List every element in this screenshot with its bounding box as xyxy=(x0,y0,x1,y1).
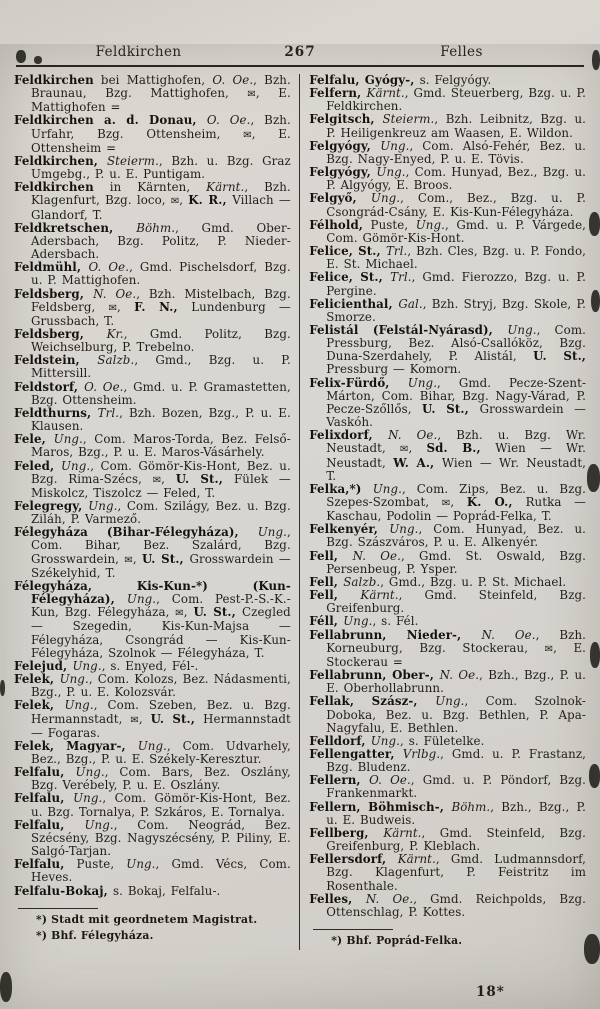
entry-text: , Gmd. Steinfeld, Bzg. Greifenburg, P. Kleblach. xyxy=(326,825,586,854)
province-abbr-label: Kärnt. xyxy=(366,86,405,101)
entry-text: Czegled — Szegedin, Kis-Kun-Majsa — Félegyháza, Csongrád — Kis-Kun-Félegyháza, Szolnok — Félegyháza, T. xyxy=(31,605,291,660)
posthorn-icon: ✉ xyxy=(152,474,162,486)
entry-headword: U. St., xyxy=(193,605,243,620)
entry-headword: U. St., xyxy=(141,551,190,566)
entry-headword: Fell, xyxy=(309,588,361,603)
province-abbr-label: Ung. xyxy=(376,165,406,180)
column-divider-rule xyxy=(299,74,300,950)
entry-text: Grosswardein — Vaskóh. xyxy=(326,401,587,430)
entry-text: , Gmd. Reichpolds, Bzg. Ottenschlag, P. Kottes. xyxy=(326,891,587,919)
entry-headword: Félhold, xyxy=(309,217,364,232)
entry-text: Rutka — Kaschau, Podolin — Poprád-Felka, T. xyxy=(326,495,587,524)
entry-text: , Com. Pressburg, Bez. Alsó-Csallóköz, Bzg. Duna-Szerdahely, P. Alistál, xyxy=(326,322,587,364)
province-abbr-label: Ung. xyxy=(126,857,156,872)
entry-text: , Bzh. Bozen, Bzg., P. u. E. Klausen. xyxy=(31,405,291,434)
entry-text: Hermannstadt — Fogaras. xyxy=(31,711,291,740)
province-abbr-label: Vrlbg. xyxy=(402,746,441,761)
entry-headword: Felixdorf, xyxy=(309,428,389,443)
province-abbr-label: N. Oe. xyxy=(352,548,401,563)
gazetteer-entry xyxy=(309,166,586,192)
entry-headword: Felicienthal, xyxy=(309,296,399,311)
gazetteer-entry xyxy=(14,885,291,898)
province-abbr-label: Trl. xyxy=(390,270,412,285)
entry-text: , E. Ottensheim = xyxy=(31,126,291,155)
footnote: *) Bhf. Félegyháza. xyxy=(36,928,154,942)
entry-text: , Gmd. u. P. Várgede, Com. Gömör-Kis-Hont. xyxy=(326,217,587,245)
posthorn-icon: ✉ xyxy=(544,643,554,655)
entry-headword: Felejud, xyxy=(14,658,73,673)
entry-headword: Fellak, Szász-, xyxy=(309,694,436,709)
gazetteer-entry xyxy=(14,766,291,792)
column-right xyxy=(301,74,588,950)
entry-headword: Fele, xyxy=(14,432,54,447)
province-abbr-label: O. Oe. xyxy=(369,773,411,788)
province-abbr-label: Kärnt. xyxy=(360,588,399,603)
posthorn-icon: ✉ xyxy=(175,608,184,620)
posthorn-icon: ✉ xyxy=(108,302,118,314)
gazetteer-entry xyxy=(309,589,586,615)
entry-text: Grosswardein — Székelyhid, T. xyxy=(31,551,291,580)
entry-text: , Com., Bez., Bzg. u. P. Csongrád-Csány, E. Kis-Kun-Félegyháza. xyxy=(326,191,587,219)
entry-text: , s. Fületelke. xyxy=(400,733,485,748)
province-abbr-label: N. Oe. xyxy=(365,891,414,906)
entry-headword: Feldstein, xyxy=(14,353,98,368)
entry-headword: Felistál (Felstál-Nyárasd), xyxy=(309,322,508,337)
gazetteer-entry xyxy=(309,219,586,245)
entry-headword: K. O., xyxy=(466,495,526,509)
entry-headword: Feldkirchen, xyxy=(14,153,107,168)
gazetteer-entry xyxy=(14,328,291,354)
gazetteer-entry xyxy=(309,853,586,892)
gazetteer-entry xyxy=(14,74,291,114)
entry-text: , xyxy=(450,495,467,509)
entry-text: , Com. Szolnok-Doboka, Bez. u. Bzg. Bethlen, P. Apa-Nagyfalu, E. Bethlen. xyxy=(326,694,587,735)
province-abbr-label: N. Oe. xyxy=(93,286,137,301)
gazetteer-entry xyxy=(309,271,586,297)
gazetteer-entry xyxy=(309,483,586,523)
gazetteer-entry xyxy=(309,245,586,271)
footnote-separator-rule xyxy=(313,929,393,930)
entry-text: , E. Stockerau = xyxy=(326,640,587,669)
column-left xyxy=(12,74,298,950)
entry-text: , Gmd. Ober-Adersbach, Bzg. Politz, P. Nieder-Adersbach. xyxy=(31,220,291,262)
entry-text: Puste, xyxy=(363,217,416,232)
entry-text: , Bzh., Bzg., P. u. E. Budweis. xyxy=(326,799,587,827)
entry-text: , E. Mattighofen = xyxy=(31,86,291,115)
gazetteer-entry xyxy=(309,801,586,827)
entry-headword: Feldkirchen xyxy=(14,73,94,87)
entry-text: , Bzh. Klagenfurt, Bzg. loco, xyxy=(31,180,291,208)
entry-headword: Felfalu, xyxy=(14,765,76,780)
gazetteer-entry xyxy=(14,792,291,818)
entry-headword: Feldkretschen, xyxy=(14,220,137,235)
text-columns xyxy=(12,74,588,950)
province-abbr-label: Kärnt. xyxy=(397,852,436,867)
entry-headword: Sd. B., xyxy=(426,441,496,456)
entry-headword: Feldthurns, xyxy=(14,405,98,420)
entry-headword: Felkenyér, xyxy=(309,522,390,537)
gazetteer-entry xyxy=(309,827,586,853)
gazetteer-entry xyxy=(14,460,291,500)
entry-text: , Gmd., Bzg. u. P. St. Michael. xyxy=(380,574,567,589)
gazetteer-entry xyxy=(309,629,586,669)
gazetteer-entry xyxy=(309,523,586,549)
scan-artifact xyxy=(0,972,12,1002)
running-header xyxy=(12,44,588,60)
entry-headword: Feled, xyxy=(14,458,61,473)
gazetteer-entry xyxy=(309,140,586,166)
entry-headword: Felfalu, Gyógy-, xyxy=(309,73,420,87)
gazetteer-entry xyxy=(14,433,291,459)
entry-headword: Felice, St., xyxy=(309,244,386,259)
entry-text: s. Bokaj, Felfalu-. xyxy=(113,883,221,898)
gazetteer-entry xyxy=(14,407,291,433)
entry-headword: F. N., xyxy=(134,299,192,314)
entry-text: , Com. Bihar, Bez. Szalárd, Bzg. Grosswardein, xyxy=(31,525,291,566)
gazetteer-entry xyxy=(14,819,291,858)
province-abbr-label: O. Oe. xyxy=(206,113,251,128)
province-abbr-label: Böhm. xyxy=(136,220,176,235)
entry-text: , Gmd. Fierozzo, Bzg. u. P. Pergine. xyxy=(326,270,587,298)
entry-text: , Com. Alsó-Fehér, Bez. u. Bzg. Nagy-Enyed, P. u. E. Tövis. xyxy=(326,138,586,166)
gazetteer-entry xyxy=(14,699,291,739)
entry-headword: Felles, xyxy=(309,891,366,906)
gazetteer-entry xyxy=(309,87,586,113)
entry-headword: Fellern, xyxy=(309,773,370,788)
gazetteer-entry xyxy=(14,500,291,526)
entry-headword: Fellersdorf, xyxy=(309,852,398,867)
entry-text: , Com. Zips, Bez. u. Bzg. Szepes-Szombat, xyxy=(326,481,587,509)
gazetteer-entry xyxy=(14,222,291,261)
entry-text: Wien — Wr. Neustadt, T. xyxy=(326,455,587,483)
entry-text: , xyxy=(408,441,427,456)
entry-text: , Com. Bars, Bez. Oszlány, Bzg. Verébely, P. u. E. Oszlány. xyxy=(31,765,291,793)
entry-headword: Fellengatter, xyxy=(309,746,403,761)
gazetteer-entry xyxy=(14,673,291,699)
gazetteer-entry xyxy=(14,580,291,660)
province-abbr-label: Gal. xyxy=(398,296,423,311)
entry-headword: Felfalu, xyxy=(14,817,85,832)
entry-text: , Gmd. St. Oswald, Bzg. Persenbeug, P. Ysper. xyxy=(326,548,587,576)
province-abbr-label: Ung. xyxy=(59,672,89,687)
gazetteer-entry xyxy=(14,181,291,221)
entry-headword: Felek, xyxy=(14,672,60,687)
province-abbr-label: Ung. xyxy=(257,525,287,540)
entry-text: , Gmd. Vécs, Com. Heves. xyxy=(31,857,291,885)
entry-headword: Felegregy, xyxy=(14,499,89,513)
entry-text: Fülek — Miskolcz, Tiszolcz — Feled, T. xyxy=(31,471,291,500)
entry-text: s. Felgyógy. xyxy=(419,73,492,87)
posthorn-icon: ✉ xyxy=(243,129,252,141)
gazetteer-entry xyxy=(14,155,291,181)
entry-headword: Fellberg, xyxy=(309,825,384,840)
entry-text: , Com. Kolozs, Bez. Nádasmenti, Bzg., P. u. E. Kolozsvár. xyxy=(31,672,291,700)
gazetteer-entry xyxy=(309,113,586,139)
province-abbr-label: N. Oe. xyxy=(388,428,438,443)
entry-text: , Gmd. Ludmannsdorf, Bzg. Klagenfurt, P. Feistritz im Rosenthale. xyxy=(326,852,587,893)
entry-headword: U. St., xyxy=(175,471,235,486)
entry-text: , Com. Pest-P.-S.-K.-Kun, Bzg. Félegyháza, xyxy=(31,592,291,620)
entry-text: , Gmd. Pischelsdorf, Bzg. u. P. Mattighofen. xyxy=(31,260,291,288)
posthorn-icon: ✉ xyxy=(400,444,409,456)
entry-text: , Com. Neográd, Bez. Szécsény, Bzg. Nagyszécsény, P. Piliny, E. Salgó-Tarjan. xyxy=(31,817,291,859)
province-abbr-label: Ung. xyxy=(389,522,419,537)
entry-text: , Gmd. u. P. Frastanz, Bzg. Bludenz. xyxy=(326,746,586,775)
entry-headword: Felfern, xyxy=(309,86,367,101)
entry-text: , Bzh. Korneuburg, Bzg. Stockerau, xyxy=(326,627,587,655)
province-abbr-label: Salzb. xyxy=(343,574,381,589)
gazetteer-entry xyxy=(309,192,586,218)
entry-headword: Felgyógy, xyxy=(309,165,377,180)
entry-text: , xyxy=(179,193,189,208)
entry-text: Lundenburg — Grussbach, T. xyxy=(31,299,291,328)
header-rule xyxy=(16,65,584,67)
province-abbr-label: Kr. xyxy=(106,326,124,341)
header-page-number: 267 xyxy=(284,44,316,60)
entry-headword: Félegyháza (Bihar-Félegyháza), xyxy=(14,525,258,540)
entry-headword: Felfalu, xyxy=(14,791,74,806)
entry-text: , Gmd. Politz, Bzg. Weichselburg, P. Trebelno. xyxy=(31,326,291,355)
entry-text: , Com. Gömör-Kis-Hont, Bez. u. Bzg. Tornalya, P. Szkáros, E. Tornalya. xyxy=(31,791,291,819)
entry-headword: K. R., xyxy=(188,193,233,208)
entry-text: Wien — Wr. Neustadt, xyxy=(326,441,587,470)
province-abbr-label: Salzb. xyxy=(97,353,135,368)
province-abbr-label: O. Oe. xyxy=(88,260,130,275)
province-abbr-label: Ung. xyxy=(370,191,401,206)
gazetteer-entry xyxy=(309,774,586,800)
gazetteer-entry xyxy=(14,288,291,328)
entry-headword: U. St., xyxy=(533,349,587,364)
entry-headword: Feldsberg, xyxy=(14,286,94,301)
entry-headword: Feldkirchen xyxy=(14,180,94,195)
entry-text: , Com. Hunyad, Bez., Bzg. u. P. Algyógy, E. Broos. xyxy=(326,165,587,193)
gazetteer-entry xyxy=(14,740,291,766)
entry-headword: Felek, xyxy=(14,698,65,713)
entry-headword: Felfalu-Bokaj, xyxy=(14,883,114,898)
entry-text: , Bzh. u. Bzg. Graz Umgebg., P. u. E. Puntigam. xyxy=(31,153,291,182)
posthorn-icon: ✉ xyxy=(247,89,256,101)
entry-text: , Gmd. Steinfeld, Bzg. Greifenburg. xyxy=(326,588,587,616)
entry-headword: Felgyő, xyxy=(309,191,371,206)
province-abbr-label: Ung. xyxy=(73,791,103,806)
entry-text: , xyxy=(161,471,176,486)
entry-text: , Com. Szilágy, Bez. u. Bzg. Ziláh, P. Varmező. xyxy=(31,499,291,527)
entry-text: , Com. Gömör-Kis-Hont, Bez. u. Bzg. Rima-Szécs, xyxy=(31,458,291,486)
entry-text: bei Mattighofen, xyxy=(93,73,213,87)
entry-text: , Bzh. Urfahr, Bzg. Ottensheim, xyxy=(31,113,291,141)
entry-text: Pressburg — Komorn. xyxy=(326,362,462,377)
province-abbr-label: Ung. xyxy=(126,592,157,607)
entry-text: , Bzh. Braunau, Bzg. Mattighofen, xyxy=(31,73,291,101)
entry-headword: U. St., xyxy=(422,401,480,416)
entry-text: , Gmd. Steuerberg, Bzg. u. P. Feldkirchen. xyxy=(326,86,587,114)
entry-text: , Bzh. u. Bzg. Wr. Neustadt, xyxy=(326,428,587,456)
entry-headword: Felix-Fürdő, xyxy=(309,375,408,390)
province-abbr-label: Ung. xyxy=(415,217,445,232)
gazetteer-entry xyxy=(14,354,291,380)
entry-text: Puste, xyxy=(64,857,127,872)
entry-text: , Gmd. u. P. Gramastetten, Bzg. Ottensheim. xyxy=(31,379,291,407)
province-abbr-label: Ung. xyxy=(75,765,105,780)
entry-headword: Fell, xyxy=(309,574,344,589)
gazetteer-entry xyxy=(309,669,586,695)
province-abbr-label: Trl. xyxy=(385,244,408,259)
province-abbr-label: Kärnt. xyxy=(206,180,245,195)
gazetteer-entry xyxy=(309,298,586,324)
entry-text: , Com. Hunyad, Bez. u. Bzg. Szászváros, P. u. E. Alkenyér. xyxy=(326,522,587,550)
entry-headword: Felice, St., xyxy=(309,270,391,285)
header-keyword-right: Felles xyxy=(440,44,483,60)
province-abbr-label: Böhm. xyxy=(451,799,491,814)
entry-text: , Bzh., Bzg., P. u. E. Oberhollabrunn. xyxy=(326,668,587,696)
gazetteer-entry xyxy=(14,858,291,884)
page-body xyxy=(0,44,600,950)
province-abbr-label: Ung. xyxy=(88,499,118,513)
entry-text: , Gmd., Bzg. u. P. Mittersill. xyxy=(31,353,291,381)
entry-headword: Felek, Magyar-, xyxy=(14,738,138,753)
posthorn-icon: ✉ xyxy=(130,714,139,726)
entry-text: , s. Fél. xyxy=(372,614,419,629)
province-abbr-label: N. Oe. xyxy=(481,627,536,642)
gazetteer-entry xyxy=(309,550,586,576)
footnote-separator-rule xyxy=(18,908,98,909)
province-abbr-label: Steierm. xyxy=(106,153,159,168)
gazetteer-entry xyxy=(14,114,291,154)
gazetteer-entry xyxy=(309,748,586,774)
entry-text: , Com. Szeben, Bez. u. Bzg. Hermannstadt, xyxy=(31,698,291,726)
posthorn-icon: ✉ xyxy=(124,554,133,566)
province-abbr-label: Ung. xyxy=(343,614,373,629)
province-abbr-label: Ung. xyxy=(84,817,114,832)
province-abbr-label: Ung. xyxy=(60,458,91,473)
entry-headword: Felldorf, xyxy=(309,733,371,748)
province-abbr-label: Ung. xyxy=(507,322,537,337)
entry-text: Villach — Glandorf, T. xyxy=(31,193,291,222)
province-abbr-label: N. Oe. xyxy=(439,668,480,683)
entry-text: , Gmd. u. P. Pöndorf, Bzg. Frankenmarkt. xyxy=(326,773,587,801)
entry-text: , Com. Udvarhely, Bez., Bzg., P. u. E. Székely-Keresztur. xyxy=(31,738,291,766)
entry-text: in Kärnten, xyxy=(93,180,207,195)
entry-text: , s. Enyed, Fél-. xyxy=(101,658,199,673)
footnote: *) Stadt mit geordnetem Magistrat. xyxy=(36,912,258,926)
entry-text: , Bzh. Leibnitz, Bzg. u. P. Heiligenkreuz am Waasen, E. Wildon. xyxy=(326,112,586,140)
entry-headword: Felka,*) xyxy=(309,481,373,496)
entry-headword: Féll, xyxy=(309,614,344,629)
province-abbr-label: Ung. xyxy=(380,138,410,153)
entry-text: , Com. Maros-Torda, Bez. Felső-Maros, Bzg., P. u. E. Maros-Vásárhely. xyxy=(31,432,291,460)
scanned-gazetteer-page xyxy=(0,44,600,1009)
province-abbr-label: Ung. xyxy=(435,694,465,709)
posthorn-icon: ✉ xyxy=(170,196,180,208)
header-keyword-left: Feldkirchen xyxy=(95,44,182,60)
entry-text: , xyxy=(183,605,194,620)
province-abbr-label: Kärnt. xyxy=(383,825,422,840)
province-abbr-label: Ung. xyxy=(53,432,83,447)
province-abbr-label: Ung. xyxy=(370,733,401,748)
province-abbr-label: O. Oe. xyxy=(84,379,124,394)
entry-headword: Feldkirchen a. d. Donau, xyxy=(14,113,207,128)
gazetteer-entry xyxy=(309,695,586,734)
entry-headword: Fellern, Böhmisch-, xyxy=(309,799,452,814)
posthorn-icon: ✉ xyxy=(441,498,451,509)
province-abbr-label: Trl. xyxy=(97,405,120,420)
gazetteer-entry xyxy=(309,377,586,430)
entry-text: , xyxy=(117,299,135,314)
gazetteer-entry xyxy=(309,893,586,919)
entry-text: , Bzh. Cles, Bzg. u. P. Fondo, E. St. Michael. xyxy=(326,244,587,272)
entry-text: , xyxy=(138,711,151,726)
entry-headword: Félegyháza, Kis-Kun-*) (Kun-Félegyháza), xyxy=(14,578,291,607)
province-abbr-label: Ung. xyxy=(64,698,94,713)
entry-headword: Fell, xyxy=(309,548,353,563)
province-abbr-label: Ung. xyxy=(137,738,167,753)
gazetteer-entry xyxy=(309,429,586,483)
entry-headword: Felgitsch, xyxy=(309,112,383,127)
gazetteer-entry xyxy=(14,381,291,407)
entry-headword: U. St., xyxy=(150,711,204,726)
entry-headword: Feldsberg, xyxy=(14,326,107,341)
province-abbr-label: Steierm. xyxy=(382,112,435,127)
page-signature: 18* xyxy=(476,984,505,1000)
province-abbr-label: Ung. xyxy=(72,658,102,673)
footnote: *) Bhf. Poprád-Felka. xyxy=(331,934,463,947)
entry-headword: Felgyógy, xyxy=(309,138,381,153)
gazetteer-entry xyxy=(14,526,291,580)
entry-headword: Fellabrunn, Ober-, xyxy=(309,668,440,683)
entry-headword: Felfalu, xyxy=(14,857,65,872)
entry-headword: Fellabrunn, Nieder-, xyxy=(309,627,482,642)
gazetteer-entry xyxy=(309,324,586,377)
province-abbr-label: O. Oe. xyxy=(212,73,254,87)
province-abbr-label: Ung. xyxy=(407,375,438,390)
entry-text: , Bzh. Stryj, Bzg. Skole, P. Smorze. xyxy=(326,296,587,324)
entry-text: , xyxy=(132,551,142,566)
entry-headword: Feldmühl, xyxy=(14,260,89,275)
entry-text: , Gmd. Pecze-Szent-Márton, Com. Bihar, Bzg. Nagy-Várad, P. Pecze-Szőllős, xyxy=(326,375,587,416)
gazetteer-entry xyxy=(14,261,291,287)
province-abbr-label: Ung. xyxy=(372,481,402,496)
entry-text: , Bzh. Mistelbach, Bzg. Feldsberg, xyxy=(31,286,291,314)
entry-headword: Feldstorf, xyxy=(14,379,85,394)
entry-headword: W. A., xyxy=(393,455,442,470)
